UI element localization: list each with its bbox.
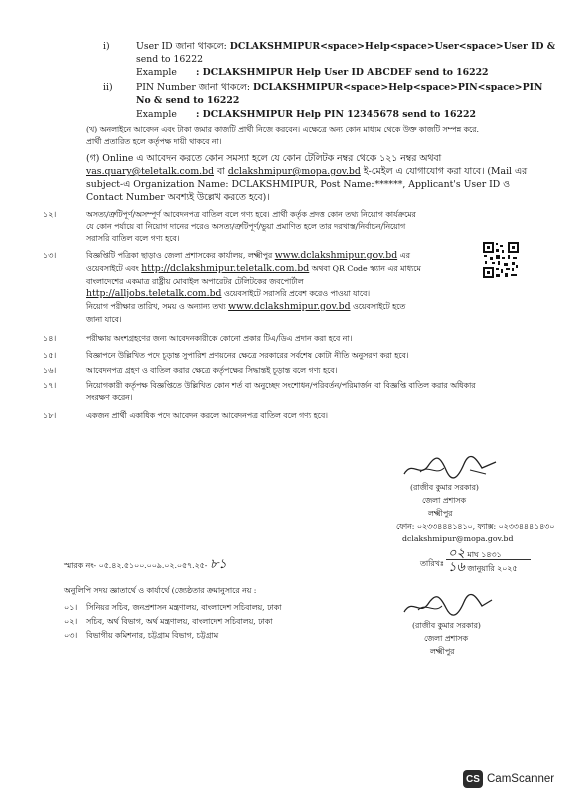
item-number: ১৭। (43, 381, 57, 390)
item-text: আবেদনপত্র গ্রহণ ও বাতিল করার ক্ষেত্রে কর্তৃপক্ষের সিদ্ধান্তই চূড়ান্ত বলে গণ্য হবে। (86, 366, 338, 375)
item-text: একজন প্রার্থী একাধিক পদে আবেদন করলে আবেদনপত্র বাতিল বলে গণ্য হবে। (86, 411, 328, 420)
signature-image (400, 452, 500, 482)
item-text: এর (399, 251, 410, 260)
example-label: Example (136, 67, 177, 78)
copy-recipient: সিনিয়র সচিব, জনপ্রশাসন মন্ত্রণালয়, বাংলাদেশ সচিবালয়, ঢাকা (86, 603, 282, 612)
item-text: ওয়েবসাইটে এবং (86, 264, 139, 273)
item-text: অথবা QR Code স্ক্যান এর মাধ্যমে (311, 264, 421, 273)
note-ga-line3: subject-এ Organization Name: DCLAKSHMIPUR, Post Name:******, Applicant's User ID ও (86, 179, 511, 190)
instruction-line (136, 41, 555, 53)
website-link[interactable]: www.dclakshmipur.gov.bd (228, 301, 351, 312)
example-text: : DCLAKSHMIPUR Help User ID ABCDEF send to 16222 (196, 67, 489, 78)
camscanner-watermark (463, 770, 554, 788)
conjunction: বা (217, 166, 225, 177)
item-text: পরীক্ষায় অংশগ্রহণের জন্য আবেদনকারীকে কোনো প্রকার টিএ/ডিএ প্রদান করা হবে না। (86, 334, 353, 343)
date-en-day: ১৬ (448, 560, 465, 575)
instruction-keyword: DCLAKSHMIPUR (253, 82, 344, 93)
date-label: তারিখঃ (420, 559, 444, 568)
note-text: ই-মেইল এ যোগাযোগ করা যাবে। (Mail এর (363, 166, 528, 177)
item-text (86, 301, 405, 313)
date-bn-day: ০২ (448, 546, 465, 561)
note-ga-line1: (গ) Online এ আবেদন করতে কোন সমস্যা হলে যে কোন টেলিটক নম্বর থেকে ১২১ নম্বর অথবা (86, 153, 442, 164)
date-en-rest: জানুয়ারি ২০২৫ (467, 564, 518, 573)
website-link[interactable]: www.dclakshmipur.gov.bd (274, 250, 398, 261)
item-number: ১৮। (43, 411, 57, 420)
signatory-place: লক্ষ্মীপুর (428, 509, 453, 518)
item-text: যে কোন পর্যায়ে বা নিয়োগ দানের পরেও অসত্য/ত্রুটিপূর্ণ/ভুয়া প্রমাণিত হলে তার দরখাস্ত/নির্বাচন/নিয়োগ (86, 222, 406, 231)
item-number: ১৩। (43, 251, 57, 260)
date-english (448, 562, 517, 574)
item-text: ওয়েবসাইটে সরাসরি প্রবেশ করেও পাওয়া যাবে। (223, 289, 371, 298)
instruction-keyword: DCLAKSHMIPUR (229, 41, 321, 52)
item-text: জানা যাবে। (86, 315, 122, 324)
camscanner-label: CamScanner (487, 773, 555, 785)
copy-recipient: সচিব, অর্থ বিভাগ, অর্থ মন্ত্রণালয়, বাংলাদেশ সচিবালয়, ঢাকা (86, 617, 273, 626)
note-kha-line1: (খ) অনলাইনে আবেদন এবং টাকা জমার কাজটি প্রার্থী নিজে করবেন। এক্ষেত্রে অন্য কোন মাধ্যম থেকে উক্ত কাজটি সম্পন্ন করে. (86, 125, 479, 134)
copy-recipient: বিভাগীয় কমিশনার, চট্টগ্রাম বিভাগ, চট্টগ্রাম (86, 631, 219, 640)
instruction-text: User ID জানা থাকলে: (136, 41, 227, 52)
instruction-text: PIN Number জানা থাকলে: (136, 82, 251, 93)
signatory-name: (রাজীব কুমার সরকার) (412, 621, 481, 630)
note-kha-line2: প্রার্থী প্রতারিত হলে কর্তৃপক্ষ দায়ী থাকবে না। (86, 137, 222, 146)
memo-ref-handwritten: ৮১ (209, 557, 227, 572)
item-number: ১২। (43, 210, 57, 219)
memo-ref-label: স্মারক নং- ০৫.৪২.৫১০০.০০৯.০২.০৫৭.২৫- (64, 561, 208, 570)
copy-heading: অনুলিপি সদয় জ্ঞাতার্থে ও কার্যার্থে (জ্যেষ্ঠতার ক্রমানুসারে নয় : (64, 586, 257, 595)
dc-email-link[interactable]: dclakshmipur@mopa.gov.bd (227, 166, 361, 177)
item-text: সরাসরি বাতিল বলে গণ্য হবে। (86, 234, 180, 243)
item-text (86, 263, 421, 275)
signatory-designation: জেলা প্রশাসক (422, 496, 466, 505)
item-text: ওয়েবসাইটে হতে (353, 302, 406, 311)
qr-code-icon[interactable] (482, 241, 520, 279)
item-text: নিয়োগ পরীক্ষার তারিখ, সময় ও অন্যান্য তথ্য (86, 302, 226, 311)
example-text: : DCLAKSHMIPUR Help PIN 12345678 send to 16222 (196, 109, 476, 120)
item-number: ১৫। (43, 351, 57, 360)
instruction-line: send to 16222 (136, 54, 204, 65)
signatory-designation: জেলা প্রশাসক (424, 634, 468, 643)
memo-reference (64, 559, 227, 571)
copy-number: ০৩। (64, 631, 78, 640)
item-text: অসত্য/ত্রুটিপূর্ণ/অসম্পূর্ণ আবেদনপত্র বাতিল বলে গণ্য হবে। প্রার্থী কর্তৃক প্রদত্ত কোন তথ্য নিয়োগ কার্যক্রমের (86, 210, 416, 219)
item-text: বিজ্ঞপ্তিটি পত্রিকা ছাড়াও জেলা প্রশাসকের কার্যালয়, লক্ষ্মীপুর (86, 251, 273, 260)
signature-image (400, 592, 495, 620)
contact-phone: ফোন: ০২৩৩৪৪৪১৪১০, ফ্যাক্স: ০২৩৩৪৪৪১৪৩০ (396, 522, 555, 531)
item-text: বাংলাদেশের একমাত্র রাষ্ট্রীয় মোবাইল অপারেটর টেলিটকের জবপোর্টাল (86, 277, 304, 286)
instruction-line (136, 82, 542, 94)
instruction-syntax: <space>Help<space>User<space>User ID & (320, 41, 556, 52)
signatory-name: (রাজীব কুমার সরকার) (410, 483, 479, 492)
copy-number: ০১। (64, 603, 78, 612)
item-text: সংরক্ষণ করেন। (86, 393, 133, 402)
alljobs-link[interactable]: http://alljobs.teletalk.com.bd (86, 288, 222, 299)
note-ga-line2 (86, 166, 527, 178)
item-number: i) (103, 41, 110, 52)
instruction-syntax: <space>Help<space>PIN<space>PIN (343, 82, 543, 93)
instruction-line: No & send to 16222 (136, 95, 240, 106)
item-text: নিয়োগকারী কর্তৃপক্ষ বিজ্ঞপ্তিতে উল্লিখিত কোন শর্ত বা অনুচ্ছেদ সংশোধন/পরিবর্তন/পরিমার্জন বা বিজ্ঞপ্তি বাতিল করার অধিকার (86, 381, 476, 390)
camscanner-logo-icon: CS (463, 770, 483, 788)
item-number: ১৬। (43, 366, 57, 375)
item-text: বিজ্ঞাপনে উল্লিখিত পদে চূড়ান্ত সুপারিশ প্রণয়নের ক্ষেত্রে সরকারের সর্বশেষ কোটা নীতি অনুসরণ করা হবে। (86, 351, 409, 360)
item-number: ১৪। (43, 334, 57, 343)
copy-number: ০২। (64, 617, 78, 626)
item-text (86, 288, 370, 300)
teletalk-link[interactable]: http://dclakshmipur.teletalk.com.bd (141, 263, 310, 274)
item-text (86, 250, 410, 262)
note-ga-line4: Contact Number অবশ্যই উল্লেখ করতে হবে)। (86, 192, 270, 203)
date-bn-rest: মাঘ ১৪৩১ (467, 550, 502, 559)
item-number: ii) (103, 82, 113, 93)
support-email-link[interactable]: vas.quary@teletalk.com.bd (86, 166, 215, 177)
example-label: Example (136, 109, 177, 120)
contact-email: dclakshmipur@mopa.gov.bd (402, 534, 514, 543)
signatory-place: লক্ষ্মীপুর (430, 647, 455, 656)
